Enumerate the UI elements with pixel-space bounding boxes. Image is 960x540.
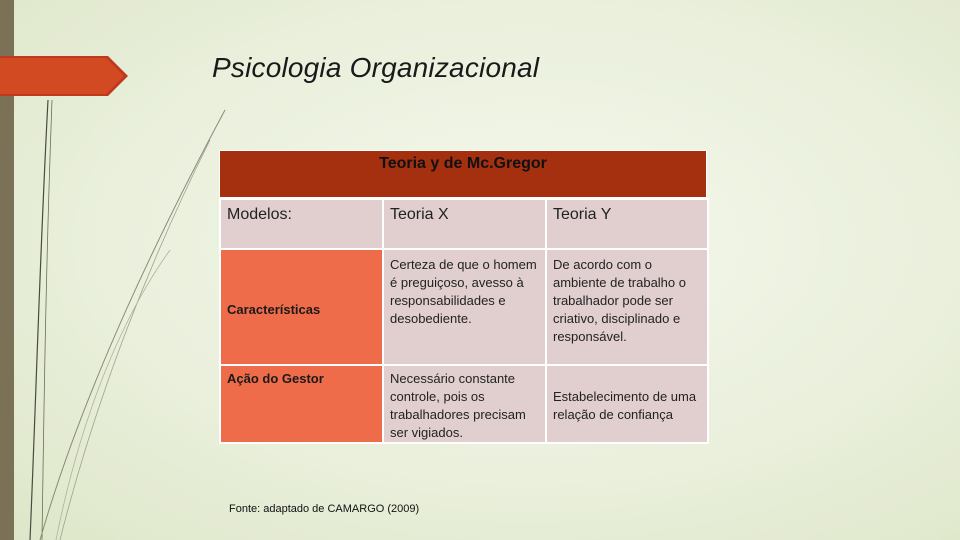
manager-action-label: Ação do Gestor xyxy=(220,365,383,443)
characteristics-theory-x: Certeza de que o homem é preguiçoso, avesso à responsabilidades e desobediente. xyxy=(383,249,546,365)
manager-action-theory-x: Necessário constante controle, pois os trabalhadores precisam ser vigiados. xyxy=(383,365,546,443)
title-arrow-shape xyxy=(0,56,128,96)
table-row-characteristics xyxy=(220,249,708,365)
theory-x-heading: Teoria X xyxy=(383,199,546,249)
models-label: Modelos: xyxy=(220,199,383,249)
table-row-manager-action xyxy=(220,365,708,443)
theory-y-heading: Teoria Y xyxy=(546,199,708,249)
slide-title: Psicologia Organizacional xyxy=(212,52,540,83)
characteristics-label: Características xyxy=(220,249,383,365)
characteristics-theory-y: De acordo com o ambiente de trabalho o trabalhador pode ser criativo, disciplinado e responsável. xyxy=(546,249,708,365)
source-citation: Fonte: adaptado de CAMARGO (2009) xyxy=(229,503,420,515)
table-row-models xyxy=(220,199,708,249)
table-header: Teoria y de Mc.Gregor xyxy=(219,150,707,198)
theory-table xyxy=(219,150,707,444)
manager-action-theory-y: Estabelecimento de uma relação de confiança xyxy=(546,365,708,443)
